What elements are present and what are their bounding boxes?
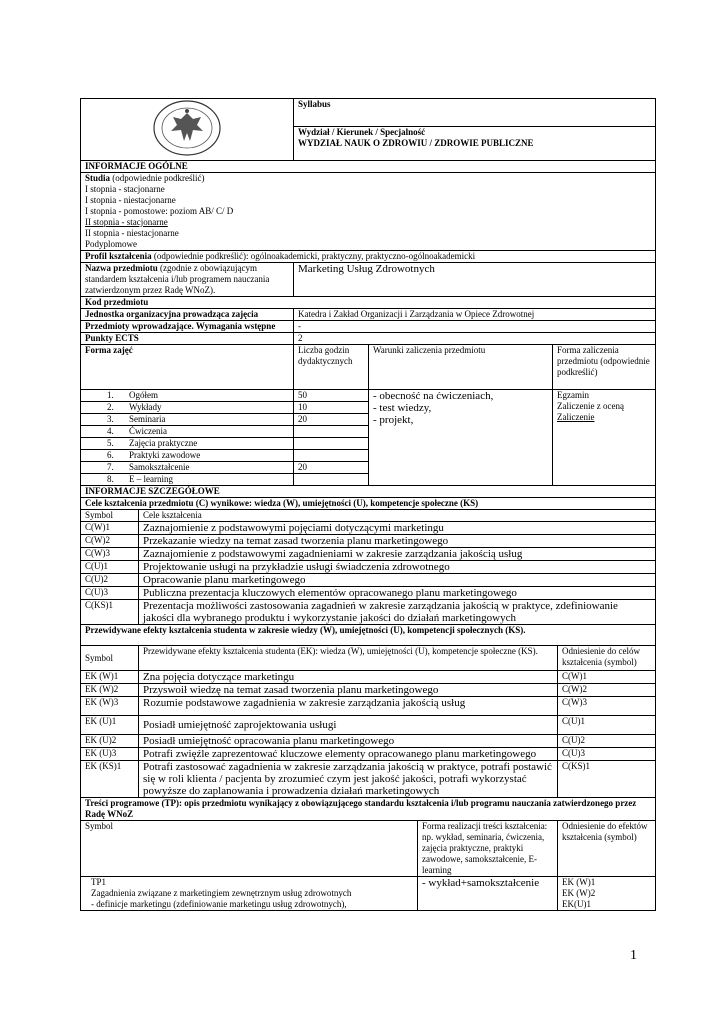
- cel-text: Zaznajomienie z podstawowymi pojęciami dotyczącymi marketingu: [139, 522, 656, 535]
- form-no: 2.: [107, 402, 114, 412]
- form-name: Wykłady: [129, 402, 162, 412]
- cel-text: Projektowanie usługi na przykładzie usługi świadczenia zdrowotnego: [139, 561, 656, 574]
- form-hours: 20: [294, 462, 369, 474]
- form-row: [81, 414, 294, 426]
- faculty-cell: [294, 127, 656, 161]
- efekt-ref: C(W)3: [558, 697, 656, 716]
- kod-label: Kod przedmiotu: [81, 297, 656, 309]
- form-name: E – learning: [129, 474, 173, 484]
- form-no: 6.: [107, 450, 114, 460]
- profil-cell: [81, 251, 656, 263]
- zal-form: Zaliczenie z oceną: [557, 401, 624, 411]
- form-row: [81, 474, 294, 486]
- efekt-text: Posiadł umiejętność opracowania planu marketingowego: [139, 735, 558, 748]
- form-hours: 20: [294, 414, 369, 426]
- tp1-ref: EK(U)1: [562, 899, 591, 909]
- form-hours: 50: [294, 390, 369, 402]
- form-name: Ćwiczenia: [129, 426, 167, 436]
- cel-symbol: C(W)3: [81, 548, 139, 561]
- nazwa-label-cell: [81, 263, 294, 297]
- zal-form: Egzamin: [557, 390, 589, 400]
- tp1-line: Zagadnienia związane z marketingiem zewnętrznym usług zdrowotnych: [91, 888, 352, 898]
- efekt-text: Potrafi zwięźle zaprezentować kluczowe elementy opracowanego planu marketingowego: [139, 748, 558, 761]
- form-name: Ogółem: [129, 390, 158, 400]
- tp1-forma: - wykład+samokształcenie: [418, 877, 558, 911]
- studia-cell: [81, 173, 656, 251]
- syllabus-page: [80, 98, 655, 911]
- zal-form-selected: Zaliczenie: [557, 412, 595, 422]
- form-hours: 10: [294, 402, 369, 414]
- profil-text: (odpowiednie podkreślić): ogólnoakademicki, praktyczny, praktyczno-ogólnoakademicki: [151, 251, 476, 261]
- tresci-title: Treści programowe (TP): opis przedmiotu wynikający z obowiązującego standardu kształcenia i/lub programu nauczania zatwierdzonego przez Radę WNoZ: [81, 798, 656, 821]
- cel-text: Przekazanie wiedzy na temat zasad tworzenia planu marketingowego: [139, 535, 656, 548]
- doc-title-cell: [294, 99, 656, 127]
- form-no: 8.: [107, 474, 114, 484]
- studia-option-selected: II stopnia - stacjonarne: [85, 217, 168, 227]
- studia-note: (odpowiednie podkreślić): [110, 173, 205, 183]
- wprowadzajace-label: Przedmioty wprowadzające. Wymagania wstępne: [81, 321, 294, 333]
- efekt-symbol: EK (U)1: [81, 716, 139, 735]
- studia-option: Podyplomowe: [85, 239, 138, 249]
- cel-symbol: C(W)2: [81, 535, 139, 548]
- jednostka-value: Katedra i Zakład Organizacji i Zarządzania w Opiece Zdrowotnej: [294, 309, 656, 321]
- form-name: Seminaria: [129, 414, 166, 424]
- efekt-symbol: EK (KS)1: [81, 761, 139, 798]
- zal-forms-cell: [553, 390, 656, 486]
- form-hours: [294, 474, 369, 486]
- studia-option: I stopnia - stacjonarne: [85, 184, 165, 194]
- efekty-symbol-hdr: Symbol: [81, 646, 139, 671]
- tp1-ref: EK (W)2: [562, 888, 596, 898]
- efekt-text: Potrafi zastosować zagadnienia w zakresie zarządzania jakością w praktyce, potrafi postawić się w roli klienta / pacjenta by zrozumieć czym jest jakość jakości, potrafi wykorzystać powyższe do zaplanowania i prowadzenia działań marketingowych: [139, 761, 558, 798]
- logo-cell: [81, 99, 294, 161]
- cel-symbol: C(U)1: [81, 561, 139, 574]
- efekt-text: Zna pojęcia dotyczące marketingu: [139, 671, 558, 684]
- form-row: [81, 402, 294, 414]
- efekt-ref: C(U)3: [558, 748, 656, 761]
- cel-text: Opracowanie planu marketingowego: [139, 574, 656, 587]
- cel-symbol: C(U)2: [81, 574, 139, 587]
- efekty-title: Przewidywane efekty kształcenia studenta w zakresie wiedzy (W), umiejętności (U), kompetencji społecznych (KS).: [81, 625, 656, 646]
- efekty-table: [80, 645, 656, 821]
- warunki-label: Warunki zaliczenia przedmiotu: [369, 345, 553, 390]
- conditions-cell: [369, 390, 553, 486]
- efekt-ref: C(U)2: [558, 735, 656, 748]
- cele-symbol-hdr: Symbol: [81, 510, 139, 522]
- nazwa-label: Nazwa przedmiotu: [85, 263, 158, 273]
- efekty-rel-hdr: Odniesienie do celów kształcenia (symbol): [558, 646, 656, 671]
- form-no: 5.: [107, 438, 114, 448]
- efekt-text: Przyswoił wiedzę na temat zasad tworzenia planu marketingowego: [139, 684, 558, 697]
- university-seal-icon: [151, 99, 223, 157]
- cel-symbol: C(W)1: [81, 522, 139, 535]
- efekt-ref: C(U)1: [558, 716, 656, 735]
- form-no: 3.: [107, 414, 114, 424]
- cel-text: Prezentacja możliwości zastosowania zagadnień w zakresie zarządzania jakością w praktyce, zdefiniowanie jakości dla wybranego produktu i wykorzystanie jakości do działań marketingowych: [139, 600, 656, 625]
- efekty-hdr: Przewidywane efekty kształcenia studenta (EK): wiedza (W), umiejętności (U), kompetencje społeczne (KS).: [139, 646, 558, 671]
- efekt-symbol: EK (W)2: [81, 684, 139, 697]
- tp1-cell: [81, 877, 418, 911]
- studia-label: Studia: [85, 173, 111, 183]
- forma-label: Forma zajęć: [81, 345, 294, 390]
- jednostka-label: Jednostka organizacyjna prowadząca zajęcia: [81, 309, 294, 321]
- cel-text: Publiczna prezentacja kluczowych elementów opracowanego planu marketingowego: [139, 587, 656, 600]
- form-hours: [294, 438, 369, 450]
- doc-title: Syllabus: [298, 99, 331, 109]
- condition: - obecność na ćwiczeniach,: [373, 390, 494, 402]
- cel-text: Zaznajomienie z podstawowymi zagadnieniami w zakresie zarządzania jakością usług: [139, 548, 656, 561]
- cele-hdr: Cele kształcenia: [139, 510, 656, 522]
- faculty-value: WYDZIAŁ NAUK O ZDROWIU / ZDROWIE PUBLICZNE: [298, 138, 534, 149]
- efekt-text: Posiadł umiejętność zaprojektowania usługi: [139, 716, 558, 735]
- page-number: 1: [630, 948, 637, 963]
- tresci-rel-hdr: Odniesienie do efektów kształcenia (symbol): [558, 821, 656, 877]
- form-name: Zajęcia praktyczne: [129, 438, 198, 448]
- tp1-refs: [558, 877, 656, 911]
- syllabus-table: [80, 98, 656, 510]
- tp1-line: - definicje marketingu (zdefiniowanie marketingu usług zdrowotnych),: [91, 899, 347, 909]
- tp1-ref: EK (W)1: [562, 877, 596, 887]
- condition: - projekt,: [373, 414, 414, 426]
- nazwa-value: Marketing Usług Zdrowotnych: [294, 263, 656, 297]
- form-name: Praktyki zawodowe: [129, 450, 201, 460]
- studia-option: I stopnia - pomostowe: poziom AB/ C/ D: [85, 206, 234, 216]
- efekt-ref: C(W)2: [558, 684, 656, 697]
- cel-symbol: C(U)3: [81, 587, 139, 600]
- nazwa-note: (zgodnie z obowiązującym standardem kształcenia i/lub programem nauczania zatwierdzonym przez Radę WNoZ).: [85, 263, 270, 295]
- cele-table: [80, 509, 656, 646]
- cel-symbol: C(KS)1: [81, 600, 139, 625]
- efekt-symbol: EK (U)3: [81, 748, 139, 761]
- studia-option: II stopnia - niestacjonarne: [85, 228, 179, 238]
- forma-zal-label: Forma zaliczenia przedmiotu (odpowiednie podkreślić): [553, 345, 656, 390]
- efekt-text: Rozumie podstawowe zagadnienia w zakresie zarządzania jakością usług: [139, 697, 558, 716]
- form-row: [81, 390, 294, 402]
- faculty-label: Wydział / Kierunek / Specjalność: [298, 127, 426, 138]
- efekt-symbol: EK (W)3: [81, 697, 139, 716]
- form-no: 7.: [107, 462, 114, 472]
- form-row: [81, 438, 294, 450]
- efekt-ref: C(KS)1: [558, 761, 656, 798]
- ects-label: Punkty ECTS: [81, 333, 294, 345]
- ects-value: 2: [294, 333, 656, 345]
- form-row: [81, 450, 294, 462]
- general-section-title: INFORMACJE OGÓLNE: [81, 161, 656, 173]
- profil-label: Profil kształcenia: [85, 251, 152, 261]
- form-no: 1.: [107, 390, 114, 400]
- tresci-forma-hdr: Forma realizacji treści kształcenia: np. wykład, seminaria, ćwiczenia, zajęcia praktyczne, praktyki zawodowe, samokształcenie, E- learning: [418, 821, 558, 877]
- form-hours: [294, 426, 369, 438]
- form-no: 4.: [107, 426, 114, 436]
- studia-option: I stopnia - niestacjonarne: [85, 195, 176, 205]
- form-row: [81, 426, 294, 438]
- cele-title: Cele kształcenia przedmiotu (C) wynikowe: wiedza (W), umiejętności (U), kompetencje społeczne (KS): [81, 498, 656, 510]
- tp1-symbol: TP1: [91, 877, 107, 887]
- form-row: [81, 462, 294, 474]
- detail-section-title: INFORMACJE SZCZEGÓŁOWE: [81, 486, 656, 498]
- condition: - test wiedzy,: [373, 402, 432, 414]
- efekt-symbol: EK (W)1: [81, 671, 139, 684]
- wprowadzajace-value: -: [294, 321, 656, 333]
- form-hours: [294, 450, 369, 462]
- tresci-table: [80, 820, 656, 911]
- form-name: Samokształcenie: [129, 462, 190, 472]
- efekt-symbol: EK (U)2: [81, 735, 139, 748]
- efekt-ref: C(W)1: [558, 671, 656, 684]
- liczba-label: Liczba godzin dydaktycznych: [294, 345, 369, 390]
- tresci-symbol-hdr: Symbol: [81, 821, 418, 877]
